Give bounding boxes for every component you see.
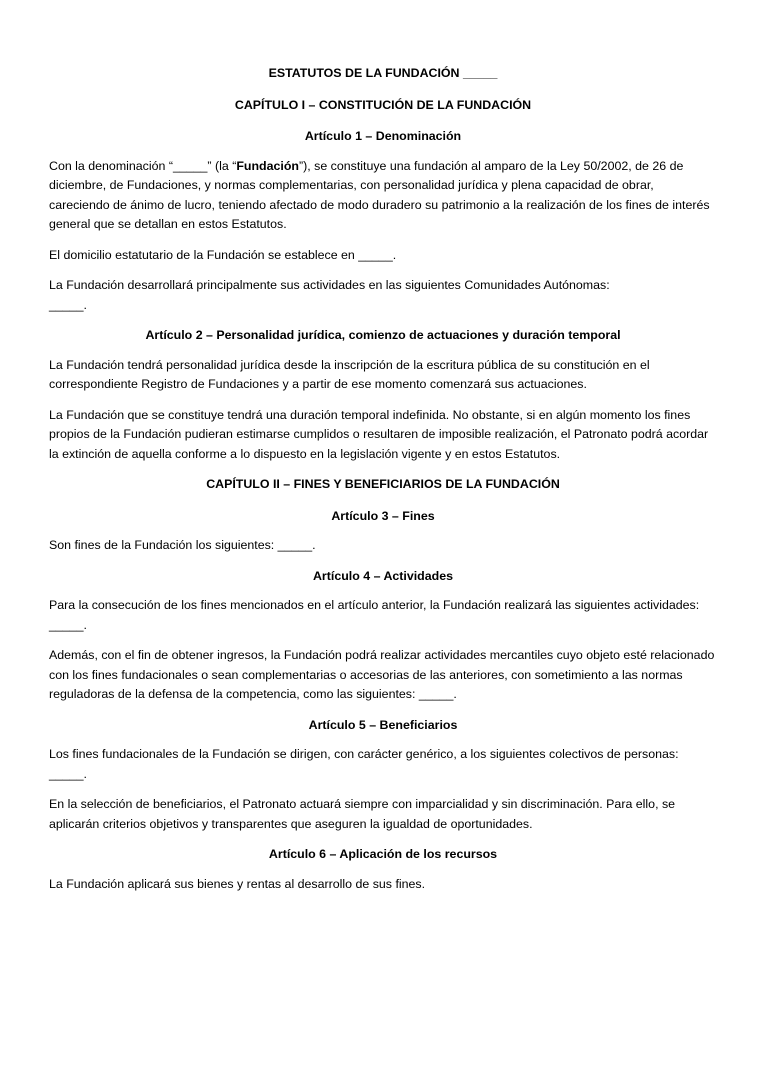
article-5-paragraph-1: Los fines fundacionales de la Fundación se dirigen, con carácter genérico, a los siguientes colectivos de personas: _____. — [49, 747, 679, 781]
article-6-heading: Artículo 6 – Aplicación de los recursos — [268, 847, 498, 861]
article-2-paragraph-1: La Fundación tendrá personalidad jurídica desde la inscripción de la escritura pública de su constitución en el correspondiente Registro de Fundaciones y a partir de ese momento comenzará sus actuaciones. — [49, 357, 650, 391]
article-3-paragraph-1: Son fines de la Fundación los siguientes: _____. — [49, 538, 316, 552]
chapter-1-heading: CAPÍTULO I – CONSTITUCIÓN DE LA FUNDACIÓN — [234, 97, 532, 112]
article-1-paragraph-1 — [49, 157, 717, 235]
article-3-heading: Artículo 3 – Fines — [331, 508, 435, 523]
article-1-paragraph-1-start: Con la denominación “_____” (la “ — [49, 158, 237, 173]
article-5-heading: Artículo 5 – Beneficiarios — [308, 717, 458, 732]
article-2-paragraph-2: La Fundación que se constituye tendrá una duración temporal indefinida. No obstante, si en algún momento los fines propios de la Fundación pudieran estimarse cumplidos o resultaren de imposible realización, el Patronato podrá acordar la extinción de aquella conforme a lo dispuesto en la legislación vigente y en estos Estatutos. — [49, 407, 709, 461]
document-title: ESTATUTOS DE LA FUNDACIÓN _____ — [268, 66, 498, 80]
article-1-paragraph-1-end: ”), se constituye una fundación al amparo de la Ley 50/2002, de 26 de diciembre, de Fundaciones, y normas complementarias, con personalidad jurídica y plena capacidad de obrar, careciendo de ánimo de lucro, teniendo afectado de modo duradero su patrimonio a la realización de los fines de interés general que se detallan en estos Estatutos. — [49, 158, 710, 231]
fundacion-defined-term: Fundación — [236, 158, 299, 173]
chapter-2-heading: CAPÍTULO II – FINES Y BENEFICIARIOS DE LA FUNDACIÓN — [206, 477, 560, 491]
article-4-paragraph-1: Para la consecución de los fines mencionados en el artículo anterior, la Fundación realizará las siguientes actividades: _____. — [49, 598, 700, 632]
article-5-paragraph-2: En la selección de beneficiarios, el Patronato actuará siempre con imparcialidad y sin discriminación. Para ello, se aplicarán criterios objetivos y transparentes que aseguren la igualdad de oportunidades. — [49, 797, 676, 831]
article-1-heading: Artículo 1 – Denominación — [304, 129, 462, 143]
article-1-paragraph-3: La Fundación desarrollará principalmente sus actividades en las siguientes Comunidades Autónomas: _____. — [49, 278, 610, 312]
article-4-paragraph-2: Además, con el fin de obtener ingresos, la Fundación podrá realizar actividades mercantiles cuyo objeto esté relacionado con los fines fundacionales o sean complementarias o accesorias de las anteriores, con sometimiento a las normas reguladoras de la defensa de la competencia, como las siguientes: _____. — [49, 648, 715, 701]
article-6-paragraph-1: La Fundación aplicará sus bienes y rentas al desarrollo de sus fines. — [49, 876, 426, 891]
article-2-heading: Artículo 2 – Personalidad jurídica, comienzo de actuaciones y duración temporal — [145, 328, 621, 342]
article-1-paragraph-2: El domicilio estatutario de la Fundación se establece en _____. — [49, 247, 397, 262]
article-4-heading: Artículo 4 – Actividades — [312, 568, 453, 583]
